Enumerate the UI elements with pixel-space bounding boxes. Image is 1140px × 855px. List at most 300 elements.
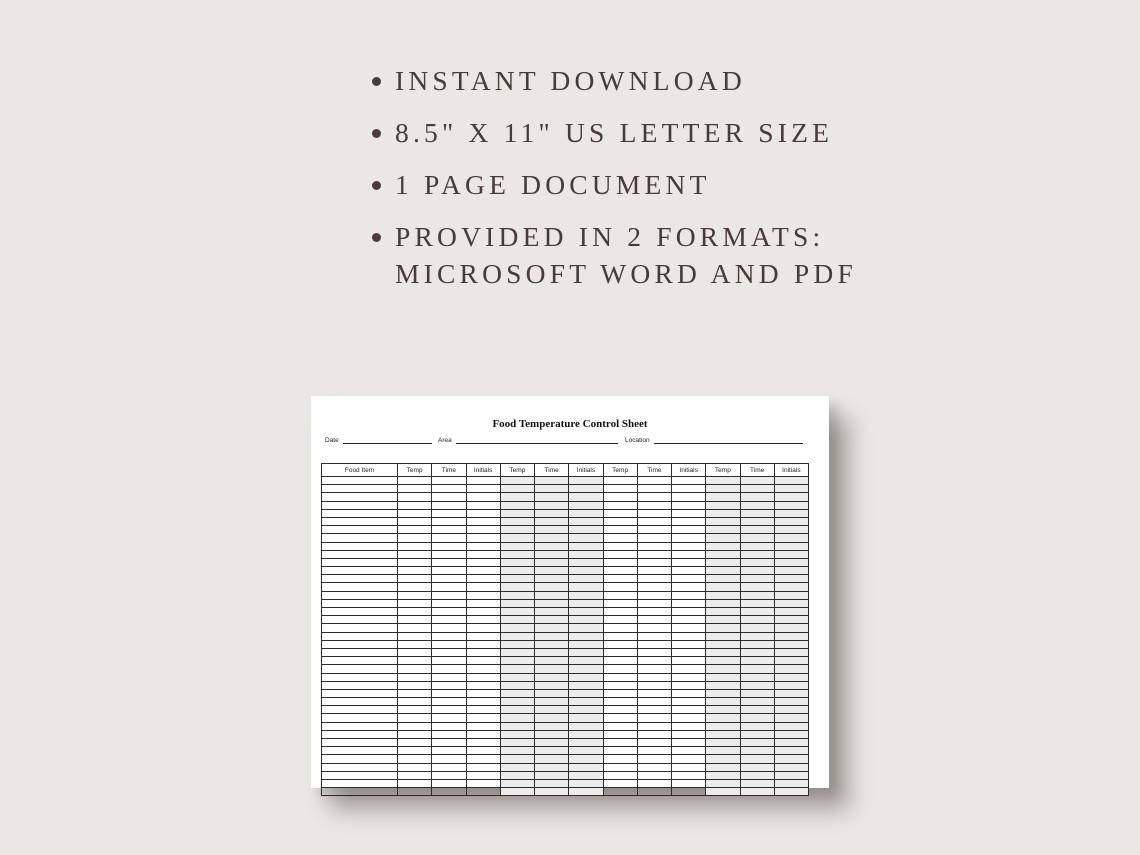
table-cell [535,747,569,755]
table-cell [398,747,432,755]
table-cell [398,517,432,525]
table-cell [500,730,534,738]
table-cell [398,673,432,681]
table-cell [672,689,706,697]
table-cell [322,517,398,525]
date-label: Date [325,437,339,444]
table-cell [740,583,774,591]
table-cell [603,714,637,722]
table-cell [535,779,569,787]
column-header: Time [637,464,671,477]
table-cell [774,706,808,714]
table-cell [535,632,569,640]
table-cell [706,755,740,763]
table-cell [466,681,500,689]
table-cell [740,714,774,722]
table-cell [706,599,740,607]
table-cell [432,550,466,558]
table-cell [322,550,398,558]
table-cell [322,714,398,722]
column-header: Time [535,464,569,477]
table-cell [774,501,808,509]
table-row [322,640,809,648]
table-cell [637,747,671,755]
table-cell [398,648,432,656]
table-cell [569,771,603,779]
table-cell [603,763,637,771]
table-cell [569,788,603,796]
table-cell [466,706,500,714]
table-cell [466,730,500,738]
table-cell [535,640,569,648]
table-cell [398,763,432,771]
table-cell [432,681,466,689]
table-row [322,591,809,599]
table-cell [706,763,740,771]
bullet-icon [372,181,381,190]
table-cell [466,517,500,525]
table-cell [637,640,671,648]
table-cell [774,657,808,665]
table-cell [706,534,740,542]
table-cell [740,509,774,517]
table-row [322,477,809,485]
table-header-row [322,464,809,477]
table-cell [535,755,569,763]
table-cell [603,599,637,607]
table-cell [672,501,706,509]
table-row [322,632,809,640]
table-row [322,747,809,755]
table-cell [432,493,466,501]
table-cell [603,477,637,485]
table-cell [569,567,603,575]
table-cell [740,624,774,632]
table-cell [432,657,466,665]
table-cell [500,698,534,706]
table-cell [569,517,603,525]
table-cell [603,640,637,648]
table-cell [432,477,466,485]
table-cell [603,608,637,616]
table-cell [706,501,740,509]
table-cell [535,730,569,738]
table-cell [322,542,398,550]
table-cell [569,591,603,599]
table-cell [535,599,569,607]
table-cell [774,722,808,730]
table-cell [398,632,432,640]
table-cell [603,673,637,681]
table-cell [774,763,808,771]
table-cell [398,485,432,493]
table-cell [322,673,398,681]
table-cell [672,616,706,624]
table-row [322,550,809,558]
table-cell [706,583,740,591]
column-header: Temp [398,464,432,477]
table-cell [398,542,432,550]
table-cell [774,558,808,566]
table-cell [432,526,466,534]
table-cell [500,583,534,591]
table-cell [637,477,671,485]
table-cell [569,665,603,673]
table-cell [740,788,774,796]
table-cell [322,755,398,763]
table-cell [774,575,808,583]
table-row [322,689,809,697]
table-cell [603,493,637,501]
table-cell [774,673,808,681]
table-cell [322,665,398,673]
table-cell [774,648,808,656]
table-cell [740,771,774,779]
table-cell [500,747,534,755]
table-cell [774,517,808,525]
table-cell [535,583,569,591]
table-cell [774,755,808,763]
table-row [322,755,809,763]
table-cell [672,747,706,755]
temperature-table [321,463,809,796]
table-cell [535,616,569,624]
column-header: Initials [774,464,808,477]
table-cell [535,689,569,697]
table-cell [322,648,398,656]
table-cell [706,558,740,566]
table-cell [500,657,534,665]
table-cell [535,477,569,485]
table-cell [535,509,569,517]
area-label: Area [438,437,452,444]
table-cell [500,517,534,525]
table-cell [706,665,740,673]
table-row [322,624,809,632]
table-cell [500,591,534,599]
table-cell [322,558,398,566]
table-cell [432,714,466,722]
table-cell [672,493,706,501]
table-cell [398,575,432,583]
table-cell [535,673,569,681]
table-cell [740,681,774,689]
table-cell [637,689,671,697]
table-cell [603,689,637,697]
table-cell [569,698,603,706]
table-cell [740,648,774,656]
table-cell [500,485,534,493]
table-cell [569,477,603,485]
table-cell [672,722,706,730]
table-cell [569,730,603,738]
table-cell [740,558,774,566]
table-cell [535,698,569,706]
table-cell [466,509,500,517]
table-cell [535,485,569,493]
table-cell [569,673,603,681]
table-cell [740,739,774,747]
table-cell [603,591,637,599]
table-cell [322,747,398,755]
table-cell [322,779,398,787]
table-cell [774,640,808,648]
table-cell [569,485,603,493]
table-cell [322,534,398,542]
column-header: Temp [706,464,740,477]
table-cell [500,550,534,558]
table-cell [603,698,637,706]
table-cell [432,730,466,738]
table-cell [432,558,466,566]
table-cell [466,624,500,632]
table-cell [637,698,671,706]
table-cell [672,714,706,722]
table-cell [569,632,603,640]
table-row [322,485,809,493]
table-cell [398,526,432,534]
table-cell [569,599,603,607]
table-row [322,608,809,616]
table-cell [706,689,740,697]
table-cell [774,526,808,534]
table-cell [706,747,740,755]
table-cell [740,493,774,501]
table-row [322,526,809,534]
table-cell [637,567,671,575]
table-cell [535,681,569,689]
table-cell [706,706,740,714]
sheet-title: Food Temperature Control Sheet [492,418,648,430]
table-cell [569,542,603,550]
table-row [322,771,809,779]
table-cell [466,714,500,722]
table-cell [603,632,637,640]
table-cell [637,763,671,771]
table-cell [466,747,500,755]
table-cell [466,640,500,648]
table-cell [740,542,774,550]
table-cell [706,788,740,796]
table-cell [466,591,500,599]
table-cell [322,509,398,517]
table-cell [569,575,603,583]
table-cell [322,771,398,779]
table-cell [706,591,740,599]
table-cell [774,616,808,624]
table-row [322,501,809,509]
table-cell [569,779,603,787]
table-cell [637,493,671,501]
table-cell [466,755,500,763]
feature-text: INSTANT DOWNLOAD [395,65,746,96]
table-cell [637,485,671,493]
table-row [322,509,809,517]
table-cell [774,779,808,787]
table-cell [672,583,706,591]
table-cell [603,550,637,558]
table-cell [535,567,569,575]
table-cell [466,722,500,730]
table-cell [637,583,671,591]
table-cell [398,681,432,689]
table-cell [398,550,432,558]
table-cell [774,509,808,517]
table-cell [500,534,534,542]
table-cell [322,632,398,640]
feature-text: 1 PAGE DOCUMENT [395,169,711,200]
table-cell [569,493,603,501]
table-cell [535,542,569,550]
table-cell [322,640,398,648]
table-cell [432,616,466,624]
table-cell [432,583,466,591]
table-cell [706,493,740,501]
table-cell [398,755,432,763]
table-cell [706,575,740,583]
table-cell [569,722,603,730]
table-cell [322,501,398,509]
table-cell [637,722,671,730]
table-row [322,763,809,771]
area-line [456,437,618,444]
table-cell [740,501,774,509]
table-cell [500,714,534,722]
feature-text: 8.5" X 11" US LETTER SIZE [395,117,834,148]
table-cell [398,706,432,714]
table-cell [637,665,671,673]
table-cell [432,747,466,755]
date-line [343,437,432,444]
table-cell [432,640,466,648]
table-cell [774,681,808,689]
table-cell [432,665,466,673]
table-cell [672,599,706,607]
table-cell [637,509,671,517]
table-cell [432,706,466,714]
table-cell [535,763,569,771]
table-cell [672,542,706,550]
table-cell [398,730,432,738]
table-cell [569,763,603,771]
table-cell [672,624,706,632]
table-cell [432,648,466,656]
table-cell [398,640,432,648]
table-cell [672,558,706,566]
table-cell [322,722,398,730]
table-cell [535,624,569,632]
table-cell [637,542,671,550]
table-cell [774,608,808,616]
table-cell [603,739,637,747]
table-cell [432,673,466,681]
table-cell [740,575,774,583]
table-cell [569,583,603,591]
table-cell [432,542,466,550]
table-cell [672,575,706,583]
table-cell [569,681,603,689]
table-cell [637,558,671,566]
table-cell [740,534,774,542]
table-cell [706,485,740,493]
table-cell [322,591,398,599]
table-cell [322,689,398,697]
table-cell [774,689,808,697]
table-cell [500,575,534,583]
table-cell [535,493,569,501]
table-cell [432,779,466,787]
table-cell [500,501,534,509]
table-cell [322,477,398,485]
table-cell [569,526,603,534]
table-cell [466,542,500,550]
table-row [322,673,809,681]
table-cell [740,567,774,575]
table-cell [535,534,569,542]
table-cell [322,567,398,575]
table-cell [637,534,671,542]
table-cell [637,616,671,624]
table-cell [535,714,569,722]
table-cell [740,763,774,771]
table-cell [398,501,432,509]
table-cell [322,739,398,747]
table-cell [398,689,432,697]
table-cell [672,763,706,771]
table-cell [500,567,534,575]
table-cell [322,681,398,689]
table-cell [706,632,740,640]
table-cell [740,485,774,493]
column-header: Initials [569,464,603,477]
table-cell [637,599,671,607]
table-cell [637,706,671,714]
table-cell [466,616,500,624]
table-cell [672,665,706,673]
table-cell [603,681,637,689]
table-row [322,599,809,607]
table-row [322,779,809,787]
table-body [322,477,809,796]
table-cell [672,526,706,534]
table-cell [535,517,569,525]
table-cell [569,689,603,697]
table-cell [398,657,432,665]
table-cell [569,558,603,566]
table-row [322,542,809,550]
table-cell [740,526,774,534]
table-cell [740,657,774,665]
table-cell [500,706,534,714]
table-cell [398,698,432,706]
table-cell [637,550,671,558]
table-cell [603,624,637,632]
table-cell [500,640,534,648]
table-cell [500,542,534,550]
table-cell [706,640,740,648]
table-cell [398,599,432,607]
table-cell [740,640,774,648]
table-cell [322,763,398,771]
table-cell [500,788,534,796]
table-cell [637,714,671,722]
table-cell [432,624,466,632]
table-cell [432,739,466,747]
table-cell [637,632,671,640]
table-cell [740,706,774,714]
table-cell [603,755,637,763]
table-row [322,657,809,665]
